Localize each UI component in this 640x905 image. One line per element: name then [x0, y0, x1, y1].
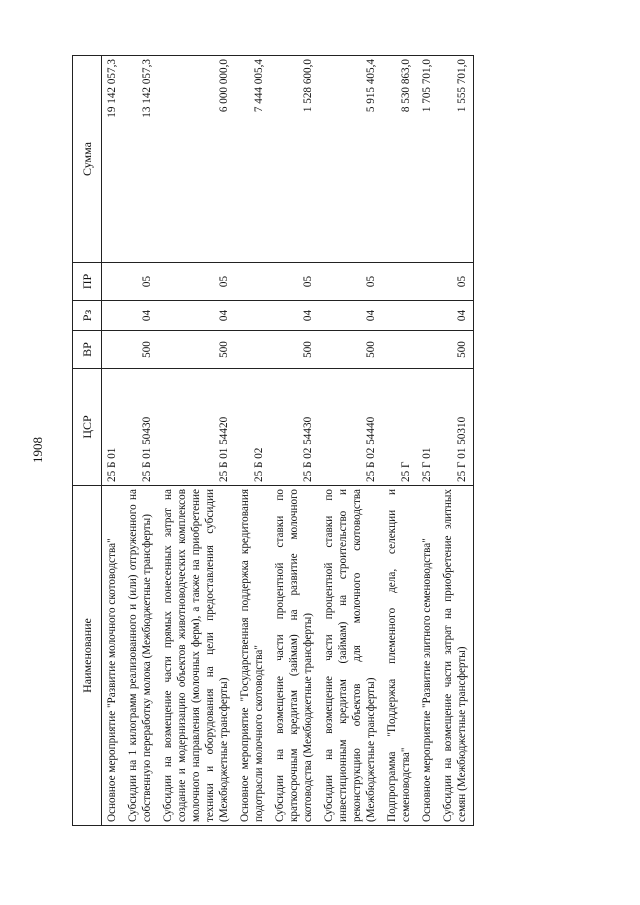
header-vr: ВР — [73, 331, 102, 369]
row-csr: 25 Б 01 — [102, 369, 124, 486]
table-header-row — [73, 56, 102, 826]
row-name: Основное мероприятие "Развитие элитного семеноводства" — [417, 486, 438, 826]
header-name: Наименование — [73, 486, 102, 826]
row-csr: 25 Б 01 54420 — [158, 369, 235, 486]
row-name: Субсидии на возмещение части затрат на приобретение элитных семян (Межбюджетные трансферты) — [438, 486, 474, 826]
row-name: Основное мероприятие "Государственная поддержка кредитования подотрасли молочного скотоводства" — [235, 486, 270, 826]
row-vr — [382, 331, 417, 369]
table-row — [102, 56, 124, 826]
row-csr: 25 Б 02 54440 — [319, 369, 382, 486]
page-number: 1908 — [30, 437, 45, 463]
budget-table — [72, 55, 474, 826]
row-vr: 500 — [158, 331, 235, 369]
row-sum: 13 142 057,3 — [123, 56, 158, 263]
table-row — [438, 56, 474, 826]
row-sum: 1 528 600,0 — [270, 56, 319, 263]
row-csr: 25 Б 02 — [235, 369, 270, 486]
table-row — [235, 56, 270, 826]
table-row — [158, 56, 235, 826]
row-csr: 25 Б 02 54430 — [270, 369, 319, 486]
table-row — [123, 56, 158, 826]
header-rz: Рз — [73, 301, 102, 331]
row-rz — [102, 301, 124, 331]
row-name: Субсидии на возмещение части процентной ставки по краткосрочным кредитам (займам) на развитие молочного скотоводства (Межбюджетные трансферты) — [270, 486, 319, 826]
row-vr — [235, 331, 270, 369]
row-rz — [382, 301, 417, 331]
row-vr: 500 — [123, 331, 158, 369]
row-sum: 5 915 405,4 — [319, 56, 382, 263]
row-rz: 04 — [438, 301, 474, 331]
row-csr: 25 Г 01 — [417, 369, 438, 486]
row-sum: 1 705 701,0 — [417, 56, 438, 263]
row-name: Подпрограмма "Поддержка племенного дела, селекции и семеноводства" — [382, 486, 417, 826]
table-row — [270, 56, 319, 826]
row-vr: 500 — [438, 331, 474, 369]
row-name: Субсидии на 1 килограмм реализованного и (или) отгруженного на собственную переработку молока (Межбюджетные трансферты) — [123, 486, 158, 826]
row-pr: 05 — [123, 263, 158, 301]
table-row — [382, 56, 417, 826]
table-row — [319, 56, 382, 826]
row-rz — [417, 301, 438, 331]
row-pr — [102, 263, 124, 301]
row-csr: 25 Г — [382, 369, 417, 486]
row-vr — [417, 331, 438, 369]
row-pr: 05 — [158, 263, 235, 301]
row-pr: 05 — [270, 263, 319, 301]
row-vr — [102, 331, 124, 369]
row-vr: 500 — [270, 331, 319, 369]
row-rz: 04 — [270, 301, 319, 331]
rotated-table-container — [72, 56, 562, 826]
row-rz — [235, 301, 270, 331]
row-rz: 04 — [158, 301, 235, 331]
row-pr — [382, 263, 417, 301]
row-rz: 04 — [123, 301, 158, 331]
row-rz: 04 — [319, 301, 382, 331]
row-pr — [235, 263, 270, 301]
row-pr: 05 — [438, 263, 474, 301]
table-row — [417, 56, 438, 826]
header-pr: ПР — [73, 263, 102, 301]
row-name: Субсидии на возмещение части прямых понесенных затрат на создание и модернизацию объектов животноводческих комплексов молочного направления (молочных ферм), а также на приобретение техники и оборудования на цели предоставления субсидии (Межбюджетные трансферты) — [158, 486, 235, 826]
header-sum: Сумма — [73, 56, 102, 263]
row-sum: 8 530 863,0 — [382, 56, 417, 263]
row-csr: 25 Г 01 50310 — [438, 369, 474, 486]
header-csr: ЦСР — [73, 369, 102, 486]
row-sum: 6 000 000,0 — [158, 56, 235, 263]
row-csr: 25 Б 01 50430 — [123, 369, 158, 486]
row-sum: 1 555 701,0 — [438, 56, 474, 263]
row-sum: 19 142 057,3 — [102, 56, 124, 263]
row-pr: 05 — [319, 263, 382, 301]
row-name: Основное мероприятие "Развитие молочного скотоводства" — [102, 486, 124, 826]
row-pr — [417, 263, 438, 301]
row-vr: 500 — [319, 331, 382, 369]
row-sum: 7 444 005,4 — [235, 56, 270, 263]
row-name: Субсидии на возмещение части процентной ставки по инвестиционным кредитам (займам) на строительство и реконструкцию объектов для молочного скотоводства (Межбюджетные трансферты) — [319, 486, 382, 826]
